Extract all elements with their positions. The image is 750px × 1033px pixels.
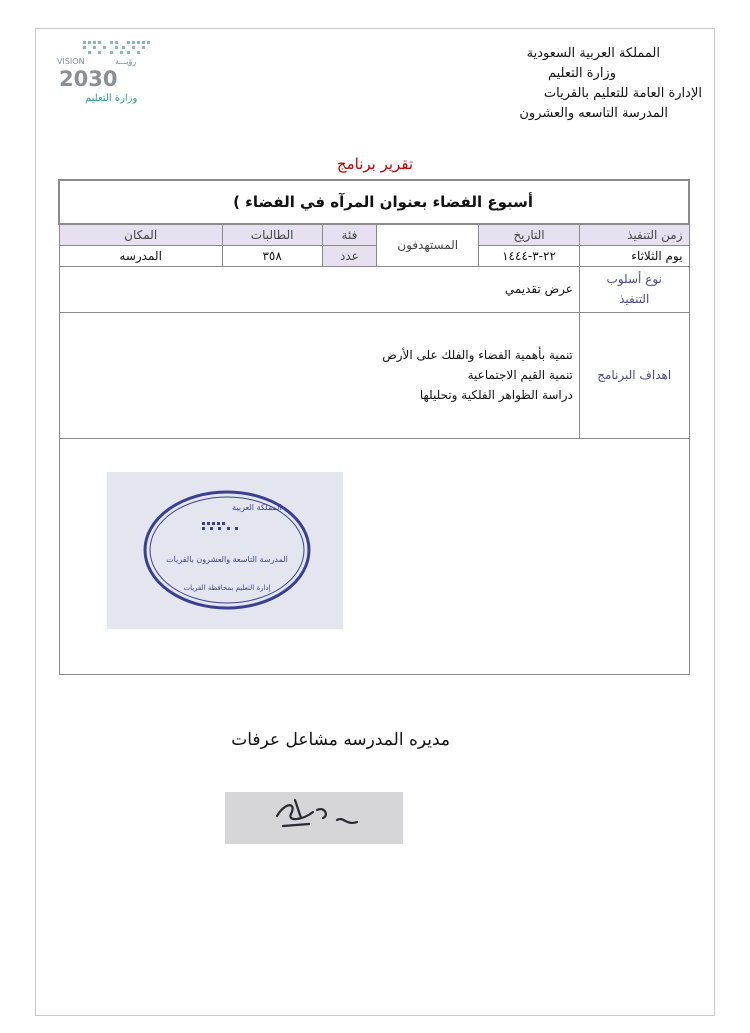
- method-label-line-2: التنفيذ: [619, 292, 650, 306]
- value-count: ٣٥٨: [222, 245, 322, 266]
- handwritten-signature-image: [225, 792, 403, 844]
- organization-header: [440, 44, 702, 124]
- stamp-text-line-1: المملكة العربية: [232, 503, 282, 512]
- value-place: المدرسه: [59, 245, 222, 266]
- report-title: تقرير برنامج: [336, 155, 414, 173]
- vision-2030-logo: [55, 40, 165, 106]
- goal-item: تنمية القيم الاجتماعية: [467, 368, 573, 382]
- goals-list: [59, 312, 579, 438]
- org-line-school: المدرسة التاسعه والعشرون: [519, 106, 668, 121]
- org-line-ministry: وزارة التعليم: [547, 66, 616, 81]
- svg-text:2030: 2030: [59, 67, 118, 91]
- value-day: يوم الثلاثاء: [579, 245, 689, 266]
- principal-signature-name: مديره المدرسه مشاعل عرفات: [231, 730, 450, 750]
- goal-item: تنمية بأهمية الفضاء والفلك على الأرض: [382, 348, 573, 362]
- svg-text:VISION: VISION: [57, 57, 85, 66]
- header-category: فئة: [322, 224, 377, 245]
- method-label: [579, 266, 689, 312]
- goals-label: اهداف البرنامج: [579, 312, 689, 438]
- header-place: المكان: [59, 224, 222, 245]
- svg-text:وزارة التعليم: وزارة التعليم: [85, 93, 138, 104]
- header-target: المستهدفون: [377, 224, 479, 266]
- header-time: زمن التنفيذ: [579, 224, 689, 245]
- official-stamp-image: [107, 472, 343, 629]
- goal-item: دراسة الظواهر الفلكية وتحليلها: [419, 388, 573, 402]
- stamp-text-line-3: إدارة التعليم بمحافظة القريات: [183, 584, 271, 592]
- header-students: الطالبات: [222, 224, 322, 245]
- org-line-administration: الإدارة العامة للتعليم بالقريات: [543, 86, 702, 101]
- header-count: عدد: [322, 245, 377, 266]
- stamp-text-line-2: المدرسة التاسعة والعشرون بالقريات: [166, 555, 288, 564]
- header-date: التاريخ: [479, 224, 580, 245]
- method-label-line-1: نوع أسلوب: [606, 272, 662, 286]
- method-value: عرض تقديمي: [59, 266, 579, 312]
- value-date: ٢٢-٣-١٤٤٤: [479, 245, 580, 266]
- org-line-country: المملكة العربية السعودية: [526, 46, 660, 61]
- svg-text:رؤيـــة: رؤيـــة: [115, 57, 137, 66]
- program-title: أسبوع الفضاء بعنوان المرآه في الفضاء ): [59, 180, 689, 224]
